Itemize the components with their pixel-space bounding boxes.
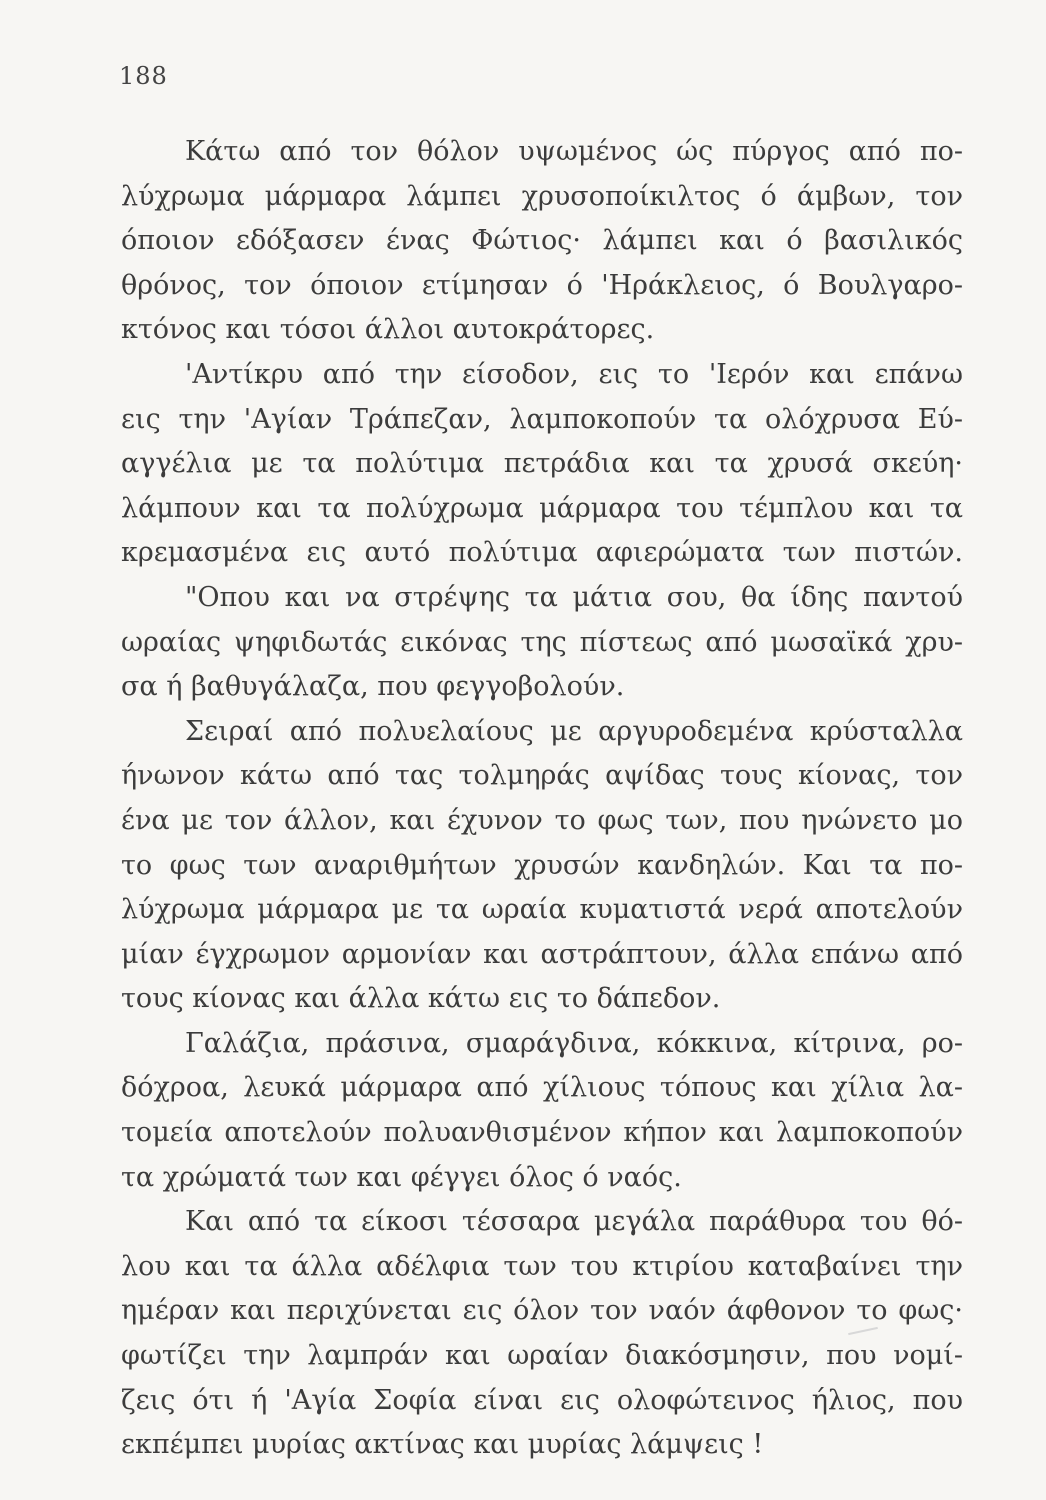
text-line: κρεμασμένα εις αυτό πολύτιμα αφιερώματα των πιστών. (121, 537, 963, 569)
text-line: θρόνος, τον όποιον ετίμησαν ό 'Ηράκλειος, ό Βουλγαρο- (121, 269, 963, 301)
text-line: λύχρωμα μάρμαρα λάμπει χρυσοποίκιλτος ό άμβων, τον (121, 180, 963, 212)
page-number: 188 (119, 62, 168, 90)
text-line: 'Αντίκρυ από την είσοδον, εις το 'Ιερόν και επάνω (185, 358, 963, 390)
text-line: "Οπου και να στρέψης τα μάτια σου, θα ίδης παντού (185, 581, 963, 613)
text-line: μίαν έγχρωμον αρμονίαν και αστράπτουν, άλλα επάνω από (121, 938, 963, 970)
text-line: τομεία αποτελούν πολυανθισμένον κήπον και λαμποκοπούν (121, 1117, 963, 1149)
text-line: σα ή βαθυγάλαζα, που φεγγοβολούν. (121, 671, 625, 703)
text-line: Γαλάζια, πράσινα, σμαράγδινα, κόκκινα, κίτρινα, ρο- (185, 1027, 963, 1059)
text-line: το φως των αναριθμήτων χρυσών κανδηλών. Και τα πο- (121, 849, 963, 881)
text-line: ένα με τον άλλον, και έχυνον το φως των, που ηνώνετο μο (121, 804, 963, 836)
text-line: εκπέμπει μυρίας ακτίνας και μυρίας λάμψεις ! (121, 1429, 764, 1461)
text-line: Κάτω από τον θόλον υψωμένος ώς πύργος από πο- (185, 136, 963, 167)
text-line: ημέραν και περιχύνεται εις όλον τον ναόν άφθονον το φως· (121, 1295, 963, 1327)
text-line: κτόνος και τόσοι άλλοι αυτοκράτορες. (121, 314, 655, 346)
text-line: λύχρωμα μάρμαρα με τα ωραία κυματιστά νερά αποτελούν (121, 894, 963, 926)
text-line: τους κίονας και άλλα κάτω εις το δάπεδον. (121, 983, 721, 1015)
text-line: λάμπουν και τα πολύχρωμα μάρμαρα του τέμπλου και τα (121, 492, 963, 524)
text-line: λου και τα άλλα αδέλφια των του κτιρίου καταβαίνει την (121, 1250, 963, 1282)
text-line: ωραίας ψηφιδωτάς εικόνας της πίστεως από μωσαϊκά χρυ- (121, 626, 963, 658)
text-line: φωτίζει την λαμπράν και ωραίαν διακόσμησιν, που νομί- (121, 1340, 963, 1372)
text-line: ζεις ότι ή 'Αγία Σοφία είναι εις ολοφώτεινος ήλιος, που (121, 1384, 963, 1416)
text-line: Και από τα είκοσι τέσσαρα μεγάλα παράθυρα του θό- (185, 1206, 963, 1238)
text-line: τα χρώματά των και φέγγει όλος ό ναός. (121, 1161, 682, 1193)
text-line: όποιον εδόξασεν ένας Φώτιος· λάμπει και ό βασιλικός (121, 225, 963, 257)
body-text (121, 130, 963, 1468)
text-line: εις την 'Αγίαν Τράπεζαν, λαμποκοπούν τα ολόχρυσα Εύ- (121, 403, 963, 435)
text-line: αγγέλια με τα πολύτιμα πετράδια και τα χρυσά σκεύη· (121, 448, 963, 480)
text-line: δόχροα, λευκά μάρμαρα από χίλιους τόπους και χίλια λα- (121, 1072, 963, 1104)
text-line: Σειραί από πολυελαίους με αργυροδεμένα κρύσταλλα (185, 715, 963, 747)
text-line: ήνωνον κάτω από τας τολμηράς αψίδας τους κίονας, τον (121, 760, 963, 792)
